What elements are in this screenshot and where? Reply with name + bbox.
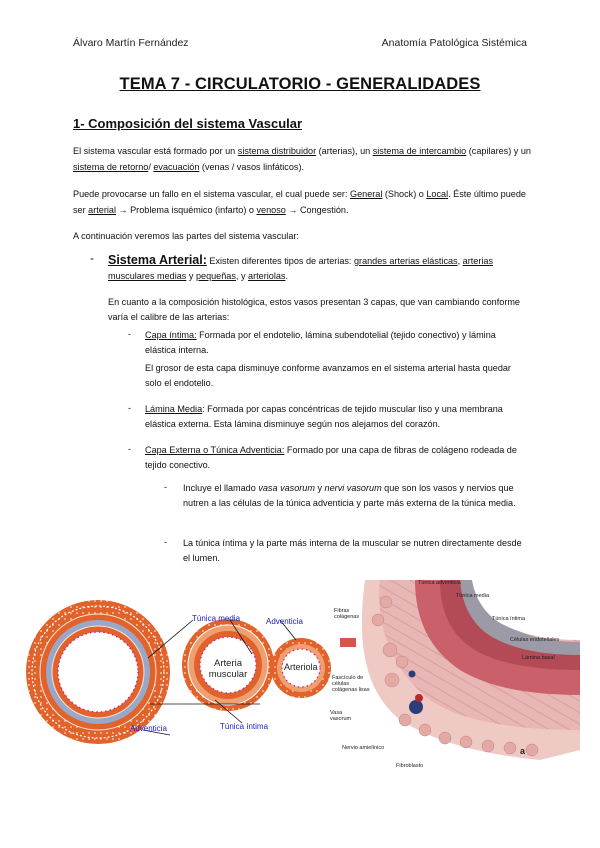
list-bullet: - [90, 251, 94, 265]
term-intercambio: sistema de intercambio [372, 146, 467, 156]
term-arterial: arterial [88, 205, 116, 215]
label-tunica-media-detail: Túnica media [456, 593, 490, 599]
term-local: Local [426, 189, 449, 199]
term-venoso: venoso [256, 205, 286, 215]
section-heading: 1- Composición del sistema Vascular [73, 116, 303, 131]
paragraph-histologia: En cuanto a la composición histológica, estos vasos presentan 3 capas, que van cambiando conforme varía el calibre de las arterias: [108, 297, 520, 322]
label-arteria-elastica: Arteria elástica [72, 658, 135, 669]
label-tunica-media: Túnica media [192, 614, 241, 623]
paragraph-fallo [73, 186, 533, 218]
layer-intima-note: El grosor de esta capa disminuye conforme avanzamos en el sistema arterial hasta quedar solo el endotelio. [145, 363, 511, 388]
layer-intima [145, 328, 528, 358]
document-title: TEMA 7 - CIRCULATORIO - GENERALIDADES [119, 75, 481, 93]
arterial-system-label: Sistema Arterial: [108, 253, 207, 267]
label-celulas-endoteliales: Células endoteliales [510, 637, 560, 643]
header-author: Álvaro Martín Fernández [73, 37, 189, 49]
list-bullet: - [128, 329, 132, 339]
label-lamina-basal: Lámina basal [522, 655, 555, 661]
text: : Formada por capas concéntricas de tejido muscular liso y una membrana elástica externa. Esta lámina disminuye según nos alejamos del corazón. [145, 404, 503, 429]
layer-intima-label: Capa íntima: [145, 330, 197, 340]
list-bullet: - [164, 537, 168, 547]
term-pequenas: pequeñas [195, 271, 236, 281]
text: . Éste último puede ser [73, 189, 526, 215]
list-bullet: - [128, 444, 132, 454]
text: / [148, 162, 154, 172]
label-fibras-colagenas: Fibras colágenas [334, 608, 360, 620]
text: → Congestión. [285, 205, 349, 215]
text: y [186, 271, 196, 281]
list-bullet: - [128, 403, 132, 413]
term-grandes-arterias: grandes arterias elásticas [353, 256, 458, 266]
layer-media [145, 402, 528, 432]
text: . [285, 271, 288, 281]
sub-item-lumen: La túnica íntima y la parte más interna de la muscular se nutren directamente desde el lumen. [183, 538, 522, 563]
label-arteria-muscular: Arteria muscular [208, 658, 248, 680]
label-adventicia-top: Adventicia [266, 617, 303, 626]
arteries-diagram [20, 580, 580, 780]
term-retorno: sistema de retorno [73, 162, 149, 172]
text: , [457, 256, 463, 266]
vessel-wall-illustration [340, 580, 580, 760]
label-vasa-vasorum: Vasa vasorum [330, 710, 352, 722]
text: que son los vasos y nervios que nutren a las células de la túnica adventicia y parte más externa de la túnica media. [183, 483, 516, 508]
text: Puede provocarse un fallo en el sistema vascular, el cual puede ser: [73, 189, 351, 199]
label-panel-letter: a [520, 746, 526, 756]
label-fibroblasto: Fibroblasto [396, 763, 424, 769]
term-distribuidor: sistema distribuidor [237, 146, 317, 156]
text: (venas / vasos linfáticos). [199, 162, 305, 172]
text: Formada por el endotelio, lámina subendotelial (tejido conectivo) y lámina elástica interna. [145, 330, 496, 355]
paragraph-composition [73, 143, 533, 175]
label-tunica-intima-detail: Túnica íntima [492, 616, 526, 622]
header-subject: Anatomía Patológica Sistémica [381, 37, 527, 49]
elastic-artery-rings [26, 600, 170, 744]
term-evacuacion: evacuación [153, 162, 200, 172]
text: → Problema isquémico (infarto) o [115, 205, 257, 215]
sub-item-vasa [183, 481, 528, 511]
label-tunica-intima: Túnica íntima [220, 722, 269, 731]
layer-adventicia-label: Capa Externa o Túnica Adventicia: [145, 445, 285, 455]
term-arteriolas: arteriolas [248, 271, 286, 281]
text: (Shock) o [382, 189, 427, 199]
term-nervi-vasorum: nervi vasorum [324, 483, 382, 493]
label-tunica-adventicia: Túnica adventicia [418, 580, 461, 586]
label-adventicia-bottom: Adventicia [130, 724, 167, 733]
text: Incluye el llamado [183, 483, 259, 493]
label-arteriola: Arteriola [284, 662, 318, 672]
text: Existen diferentes tipos de arterias: [206, 256, 354, 266]
text: (capilares) y un [466, 146, 531, 156]
paragraph-intro: A continuación veremos las partes del sistema vascular: [73, 231, 299, 241]
text: , y [235, 271, 249, 281]
label-fasciculo: Fascículo de células colágenas lisas [332, 675, 370, 693]
text: Formado por una capa de fibras de colágeno rodeada de tejido conectivo. [145, 445, 517, 470]
label-nervio-amielinico: Nervio amielínico [342, 745, 385, 751]
term-general: General [350, 189, 383, 199]
page-header [73, 37, 527, 51]
figure-arteries [20, 580, 580, 780]
layer-media-label: Lámina Media [145, 404, 203, 414]
term-arterias-musculares: arterias musculares medias [108, 256, 493, 281]
arterial-system-item [108, 253, 528, 284]
text: El sistema vascular está formado por un [73, 146, 238, 156]
list-bullet: - [164, 482, 168, 492]
term-vasa-vasorum: vasa vasorum [258, 483, 315, 493]
text: y [314, 483, 325, 493]
text: (arterias), un [316, 146, 373, 156]
layer-adventicia [145, 443, 528, 473]
